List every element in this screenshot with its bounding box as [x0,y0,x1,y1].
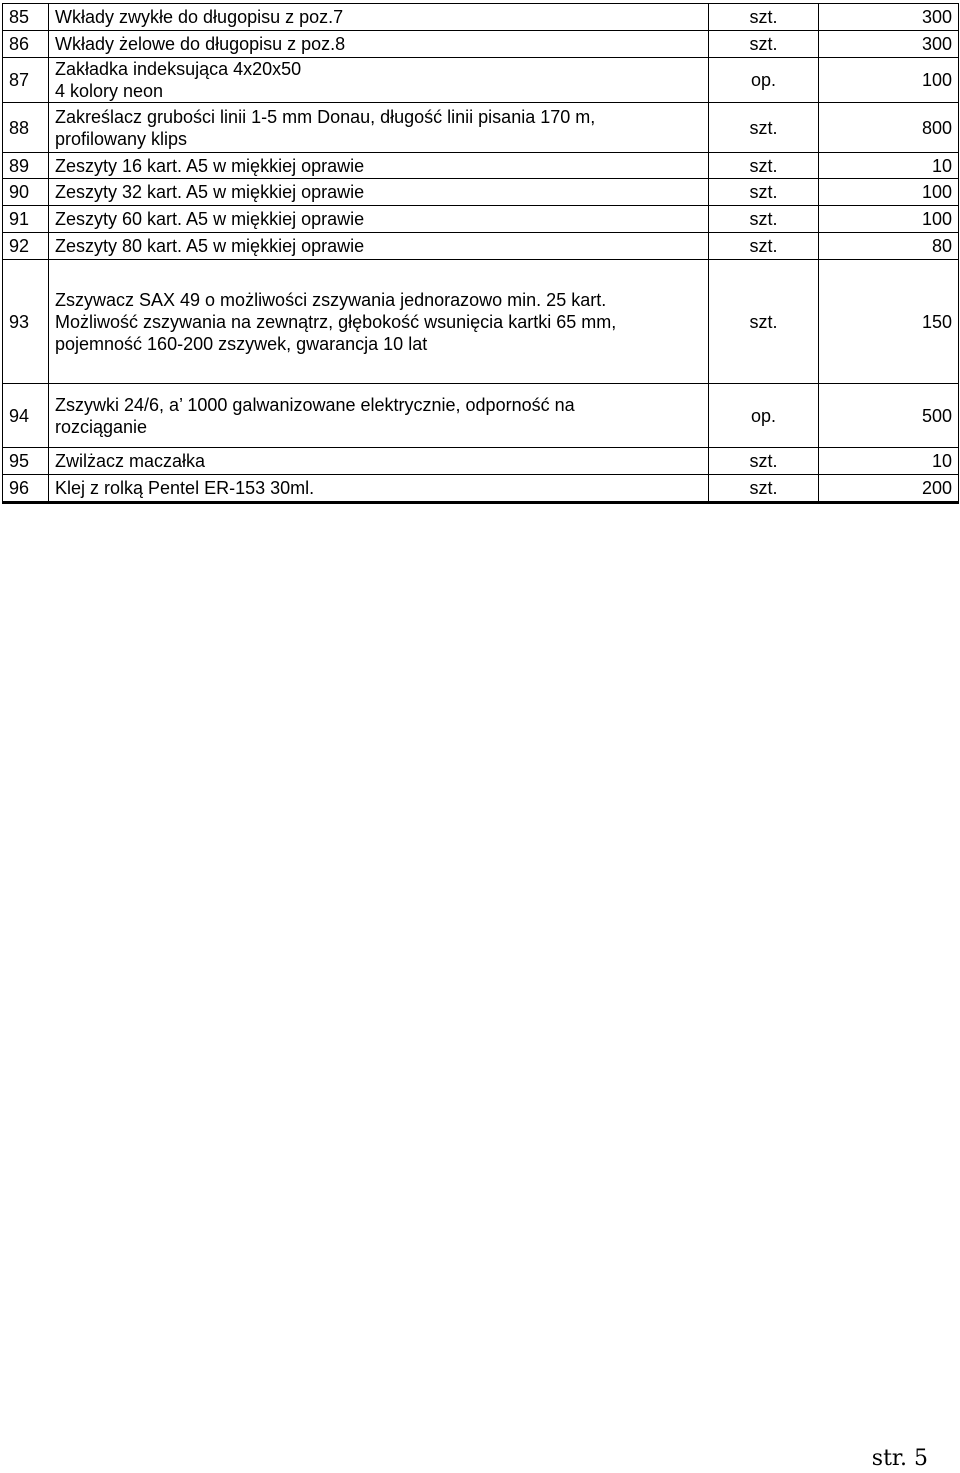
item-number: 94 [3,384,49,448]
table-row [3,475,959,503]
description-line: Zeszyty 16 kart. A5 w miękkiej oprawie [55,155,365,176]
item-number: 92 [3,233,49,260]
description-line: Zwilżacz maczałka [55,451,206,471]
item-unit: szt. [709,103,819,153]
item-unit: szt. [709,475,819,503]
description-line: Zeszyty 60 kart. A5 w miękkiej oprawie [55,209,365,229]
description-line: Zakładka indeksująca 4x20x50 [55,59,302,79]
item-number: 91 [3,206,49,233]
item-description [49,260,709,384]
item-unit: szt. [709,4,819,31]
table-row [3,4,959,31]
item-description [49,179,709,206]
description-line: pojemność 160-200 zszywek, gwarancja 10 lat [55,333,428,354]
item-quantity: 100 [819,206,959,233]
item-quantity: 300 [819,31,959,58]
description-line: 4 kolory neon [55,81,164,101]
item-description [49,448,709,475]
item-description [49,475,709,503]
description-line: Możliwość zszywania na zewnątrz, głębokość wsunięcia kartki 65 mm, [55,311,617,332]
item-quantity: 10 [819,448,959,475]
item-unit: op. [709,58,819,103]
item-quantity: 80 [819,233,959,260]
description-line: Wkłady zwykłe do długopisu z poz.7 [55,7,344,27]
item-quantity: 100 [819,58,959,103]
item-quantity: 150 [819,260,959,384]
items-table [2,3,959,504]
item-number: 89 [3,153,49,179]
item-number: 95 [3,448,49,475]
item-number: 88 [3,103,49,153]
page-number: str. 5 [871,1446,928,1471]
description-line: Wkłady żelowe do długopisu z poz.8 [55,34,346,54]
description-line: Zakreślacz grubości linii 1-5 mm Donau, długość linii pisania 170 m, [55,106,596,127]
items-table-body [3,4,959,503]
description-line: rozciąganie [55,416,148,437]
table-row [3,103,959,153]
item-number: 86 [3,31,49,58]
item-quantity: 300 [819,4,959,31]
item-unit: szt. [709,448,819,475]
item-unit: szt. [709,153,819,179]
item-unit: szt. [709,179,819,206]
item-unit: szt. [709,31,819,58]
item-description [49,4,709,31]
description-line: Zszywacz SAX 49 o możliwości zszywania jednorazowo min. 25 kart. [55,289,607,310]
table-row [3,31,959,58]
table-row [3,206,959,233]
item-unit: szt. [709,206,819,233]
item-number: 87 [3,58,49,103]
item-description [49,58,709,103]
description-line: Klej z rolką Pentel ER-153 30ml. [55,478,315,498]
item-description [49,384,709,448]
item-quantity: 10 [819,153,959,179]
description-line: Zeszyty 32 kart. A5 w miękkiej oprawie [55,182,365,202]
item-unit: szt. [709,233,819,260]
table-row [3,153,959,179]
table-row [3,448,959,475]
item-quantity: 100 [819,179,959,206]
table-row [3,233,959,260]
item-description [49,153,709,179]
table-row [3,179,959,206]
item-quantity: 800 [819,103,959,153]
item-description [49,103,709,153]
description-line: Zeszyty 80 kart. A5 w miękkiej oprawie [55,236,365,256]
table-row [3,384,959,448]
item-number: 85 [3,4,49,31]
item-number: 93 [3,260,49,384]
item-description [49,206,709,233]
description-line: profilowany klips [55,128,188,149]
table-row [3,58,959,103]
item-unit: szt. [709,260,819,384]
item-quantity: 200 [819,475,959,503]
item-description [49,233,709,260]
item-number: 96 [3,475,49,503]
item-description [49,31,709,58]
item-number: 90 [3,179,49,206]
item-quantity: 500 [819,384,959,448]
table-row [3,260,959,384]
item-unit: op. [709,384,819,448]
description-line: Zszywki 24/6, a’ 1000 galwanizowane elektrycznie, odporność na [55,394,575,415]
